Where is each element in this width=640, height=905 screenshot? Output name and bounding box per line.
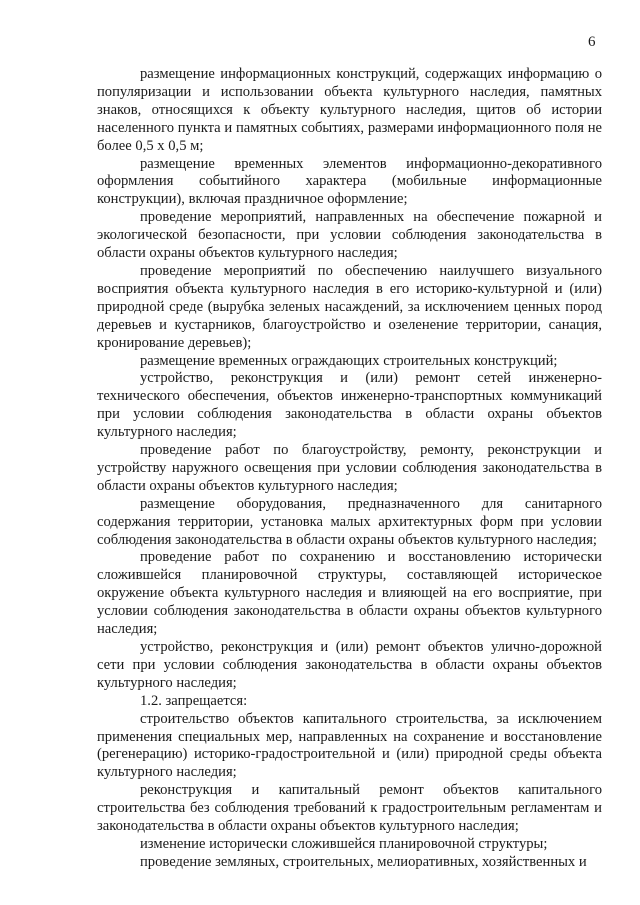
paragraph-info-constructions: размещение информационных конструкций, содержащих информацию о популяризации и использовании объекта культурного наследия, памятных знаков, относящихся к объекту культурного наследия, щитов об истории населенного пункта и памятных событиях, размерами информационного поля не более 0,5 х 0,5 м;: [97, 66, 602, 154]
paragraph-temporary-fencing: размещение временных ограждающих строительных конструкций;: [140, 352, 558, 369]
paragraph-temporary-decor: размещение временных элементов информационно-декоративного оформления событийного характера (мобильные информационные конструкции), включая праздничное оформление;: [97, 155, 602, 208]
paragraph-visual-perception: проведение мероприятий по обеспечению наилучшего визуального восприятия объекта культурного наследия в его историко-культурной и (или) природной среде (вырубка зеленых насаждений, за исключением ценных пород деревьев и кустарников, благоустройство и озеленение территории, санация, кронирование деревьев);: [97, 262, 602, 351]
paragraph-fire-safety: проведение мероприятий, направленных на обеспечение пожарной и экологической безопасности, при условии соблюдения законодательства в области охраны объектов культурного наследия;: [97, 209, 602, 262]
section-heading-prohibited: 1.2. запрещается:: [140, 692, 248, 709]
paragraph-planning-structure: проведение работ по сохранению и восстановлению исторически сложившейся планировочной структуры, составляющей историческое окружение объекта культурного наследия и влияющей на его восприятие, при условии соблюдения законодательства в области охраны объектов культурного наследия;: [97, 549, 602, 638]
paragraph-capital-construction: строительство объектов капитального строительства, за исключением применения специальных мер, направленных на сохранение и восстановление (регенерацию) историко-градостроительной и (или) природной среды объекта культурного наследия;: [97, 710, 602, 781]
paragraph-engineering-networks: устройство, реконструкция и (или) ремонт сетей инженерно-технического обеспечения, объектов инженерно-транспортных коммуникаций при условии соблюдения законодательства в области охраны объектов культурного наследия;: [97, 370, 602, 441]
paragraph-structure-change: изменение исторически сложившейся планировочной структуры;: [140, 835, 548, 852]
paragraph-earthworks: проведение земляных, строительных, мелиоративных, хозяйственных и: [140, 853, 587, 870]
paragraph-sanitary-equipment: размещение оборудования, предназначенного для санитарного содержания территории, установка малых архитектурных форм при условии соблюдения законодательства в области охраны объектов культурного наследия;: [97, 495, 602, 548]
paragraph-reconstruction-repair: реконструкция и капитальный ремонт объектов капитального строительства без соблюдения требований к градостроительным регламентам и законодательства в области охраны объектов культурного наследия;: [97, 782, 602, 835]
page-number: 6: [588, 34, 596, 50]
document-body: [97, 66, 602, 872]
paragraph-road-network: устройство, реконструкция и (или) ремонт объектов улично-дорожной сети при условии соблюдения законодательства в области охраны объектов культурного наследия;: [97, 639, 602, 691]
paragraph-landscaping-lighting: проведение работ по благоустройству, ремонту, реконструкции и устройству наружного освещения при условии соблюдения законодательства в области охраны объектов культурного наследия;: [97, 442, 602, 494]
